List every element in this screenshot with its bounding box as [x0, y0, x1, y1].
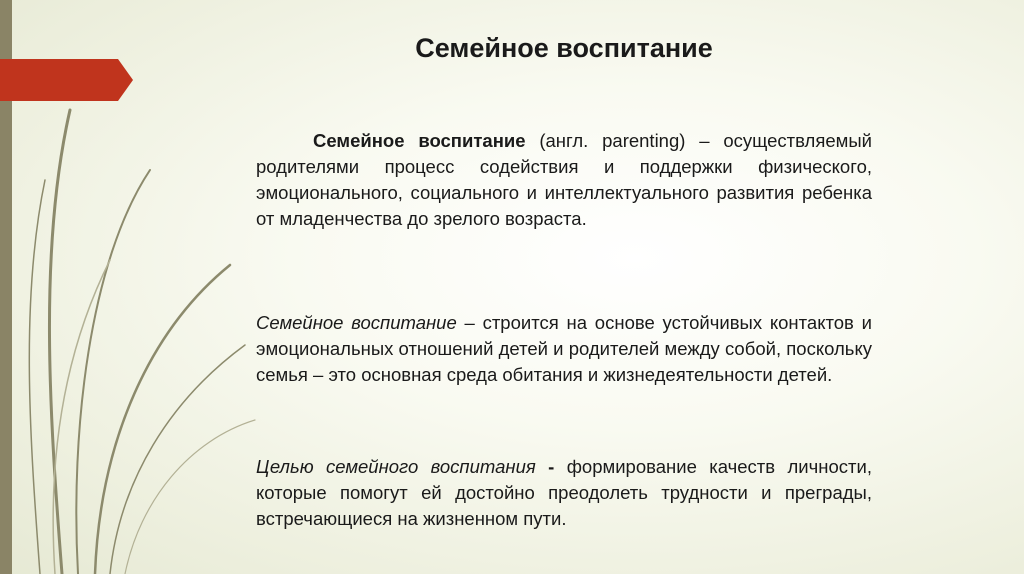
definition-text: (англ. parenting) – осуществляемый родителями процесс содействия и поддержки физического, эмоционального, социального и интеллектуального развития ребенка от младенчества до зрелого возраста.	[256, 130, 872, 229]
basis-term: Семейное воспитание	[256, 312, 457, 333]
goal-text: формирование качеств личности, которые помогут ей достойно преодолеть трудности и преграды, встречающиеся на жизненном пути.	[256, 456, 872, 529]
basis-text: – строится на основе устойчивых контактов и эмоциональных отношений детей и родителей между собой, поскольку семья – это основная среда обитания и жизнедеятельности детей.	[256, 312, 872, 385]
basis-paragraph	[256, 310, 872, 388]
definition-term: Семейное воспитание	[313, 130, 526, 151]
goal-term: Целью семейного воспитания	[256, 456, 536, 477]
goal-dash: -	[535, 456, 567, 477]
goal-paragraph	[256, 454, 872, 532]
red-arrow-tab	[0, 59, 133, 101]
definition-paragraph	[256, 128, 872, 232]
slide-title: Семейное воспитание	[415, 33, 713, 63]
